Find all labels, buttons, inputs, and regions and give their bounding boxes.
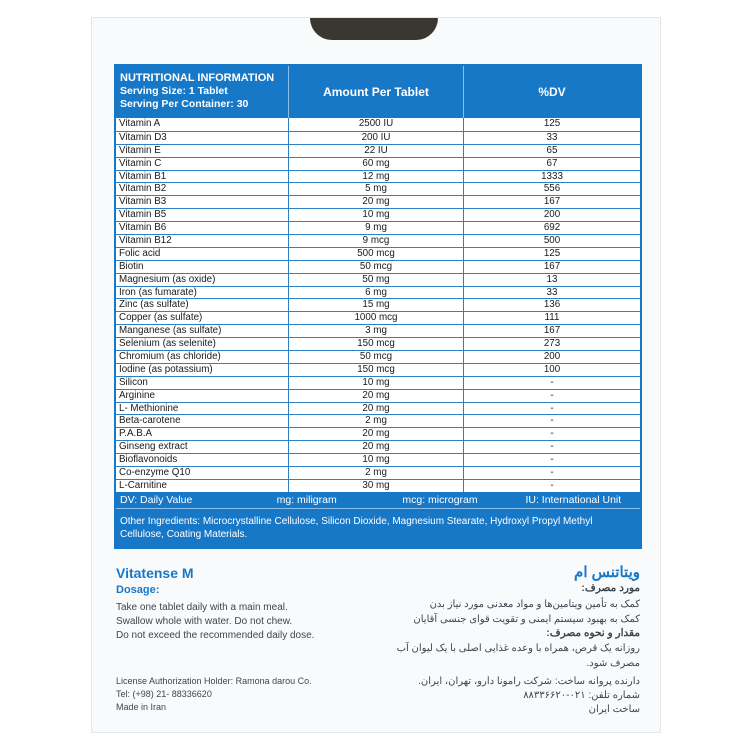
- table-row: [116, 402, 640, 415]
- nutrient-amount: 50 mcg: [289, 261, 464, 273]
- nutrient-name: Vitamin B1: [116, 171, 289, 183]
- nutrient-name: Selenium (as selenite): [116, 338, 289, 350]
- nutrient-name: Vitamin B3: [116, 196, 289, 208]
- nutrient-dv: 65: [546, 144, 558, 156]
- dose-line-fa: مصرف شود.: [586, 658, 640, 669]
- table-row: [116, 324, 640, 337]
- table-row: [116, 182, 640, 195]
- nutrient-dv: 167: [543, 196, 561, 208]
- nutrient-name: Iron (as fumarate): [116, 287, 289, 299]
- nutrition-title: NUTRITIONAL INFORMATION: [120, 72, 275, 84]
- nutrient-name: Chromium (as chloride): [116, 351, 289, 363]
- nutrient-dv: 556: [543, 183, 561, 195]
- legend-iu: IU: International Unit: [525, 493, 622, 506]
- nutrient-amount: 2500 IU: [289, 118, 464, 131]
- nutrient-name: Vitamin B5: [116, 209, 289, 221]
- table-row: [116, 479, 640, 492]
- nutrient-dv: 200: [543, 351, 561, 363]
- nutrient-dv: 167: [543, 260, 561, 272]
- nutrient-amount: 50 mcg: [289, 351, 464, 363]
- nutrient-dv: 33: [546, 286, 558, 298]
- package-hang-notch: [310, 18, 438, 40]
- nutrient-dv: 692: [543, 222, 561, 234]
- nutrient-amount: 1000 mcg: [289, 312, 464, 324]
- nutrient-dv: 200: [543, 209, 561, 221]
- usage-lines-fa: [413, 597, 640, 627]
- table-row: [116, 337, 640, 350]
- nutrient-dv: -: [550, 428, 554, 440]
- nutrient-amount: 10 mg: [289, 454, 464, 466]
- nutrient-name: Vitamin C: [116, 158, 289, 170]
- nutrient-amount: 150 mcg: [289, 364, 464, 376]
- dosage-instructions: [116, 601, 314, 643]
- nutrient-amount: 22 IU: [289, 145, 464, 157]
- nutrition-table-header: [116, 66, 640, 118]
- nutrient-amount: 6 mg: [289, 287, 464, 299]
- table-row: [116, 195, 640, 208]
- nutrient-dv: 111: [544, 312, 560, 324]
- nutrient-amount: 500 mcg: [289, 248, 464, 260]
- nutrient-dv: 13: [546, 273, 558, 285]
- table-row: [116, 389, 640, 402]
- table-row: [116, 466, 640, 479]
- nutrient-name: Folic acid: [116, 248, 289, 260]
- nutrient-name: Vitamin A: [116, 118, 289, 131]
- column-header-amount: Amount Per Tablet: [289, 66, 464, 118]
- nutrient-dv: -: [550, 441, 554, 453]
- nutrient-dv: 33: [546, 131, 558, 143]
- nutrient-amount: 9 mcg: [289, 235, 464, 247]
- legend-mg: mg: miligram: [276, 493, 337, 506]
- nutrient-name: Copper (as sulfate): [116, 312, 289, 324]
- usage-label-fa: مورد مصرف:: [581, 582, 640, 594]
- other-ingredients: Other Ingredients: Microcrystalline Cellulose, Silicon Dioxide, Magnesium Stearate, Hydroxyl Propyl Methyl Cellulose, Coating Materials.: [116, 508, 640, 547]
- nutrient-amount: 9 mg: [289, 222, 464, 234]
- license-info-en: [116, 675, 312, 714]
- table-row: [116, 221, 640, 234]
- dosage-label: Dosage:: [116, 584, 160, 596]
- license-holder: License Authorization Holder: Ramona darou Co.: [116, 676, 312, 686]
- legend-mcg: mcg: microgram: [402, 493, 478, 506]
- nutrient-dv: 500: [543, 235, 561, 247]
- table-row: [116, 286, 640, 299]
- table-row: [116, 363, 640, 376]
- license-info-fa: [418, 675, 640, 717]
- license-holder-fa: دارنده پروانه ساخت: شرکت رامونا دارو، تهران، ایران.: [418, 676, 640, 687]
- table-row: [116, 427, 640, 440]
- nutrient-dv: -: [550, 454, 554, 466]
- nutrient-dv: -: [550, 402, 554, 414]
- nutrient-name: Biotin: [116, 261, 289, 273]
- usage-line-fa: کمک به تأمین ویتامین‌ها و مواد معدنی مورد نیاز بدن: [429, 599, 640, 610]
- nutrient-name: Vitamin B12: [116, 235, 289, 247]
- serving-size: Serving Size: 1 Tablet: [120, 85, 228, 97]
- nutrient-amount: 15 mg: [289, 299, 464, 311]
- nutrient-name: Vitamin D3: [116, 132, 289, 144]
- legend-dv: DV: Daily Value: [120, 493, 193, 506]
- nutrient-dv: -: [550, 467, 554, 479]
- column-header-dv: %DV: [538, 85, 566, 99]
- nutrient-dv: 67: [546, 157, 558, 169]
- table-row: [116, 298, 640, 311]
- nutrient-dv: 136: [543, 299, 561, 311]
- table-row: [116, 311, 640, 324]
- table-row: [116, 350, 640, 363]
- units-legend: [116, 492, 640, 508]
- table-row: [116, 208, 640, 221]
- nutrient-amount: 20 mg: [289, 390, 464, 402]
- nutrient-amount: 12 mg: [289, 171, 464, 183]
- nutrient-amount: 20 mg: [289, 403, 464, 415]
- nutrient-dv: -: [550, 389, 554, 401]
- nutrient-dv: 1333: [541, 170, 563, 182]
- usage-line-fa: کمک به بهبود سیستم ایمنی و تقویت قوای جنسی آقایان: [413, 614, 640, 625]
- dosage-line: Do not exceed the recommended daily dose.: [116, 630, 315, 641]
- nutrient-name: Manganese (as sulfate): [116, 325, 289, 337]
- dose-lines-fa: [397, 641, 640, 671]
- nutrient-amount: 50 mg: [289, 274, 464, 286]
- nutrient-name: Zinc (as sulfate): [116, 299, 289, 311]
- nutrient-dv: 167: [543, 325, 561, 337]
- nutrient-amount: 200 IU: [289, 132, 464, 144]
- nutrient-dv: 125: [543, 118, 561, 129]
- nutrient-dv: -: [550, 415, 554, 427]
- nutrient-name: Magnesium (as oxide): [116, 274, 289, 286]
- table-row: [116, 157, 640, 170]
- table-row: [116, 453, 640, 466]
- nutrient-name: Vitamin E: [116, 145, 289, 157]
- dosage-line: Take one tablet daily with a main meal.: [116, 602, 288, 613]
- table-row: [116, 118, 640, 131]
- nutrient-amount: 3 mg: [289, 325, 464, 337]
- nutrient-dv: 125: [543, 247, 561, 259]
- nutrient-name: Ginseng extract: [116, 441, 289, 453]
- nutrient-amount: 20 mg: [289, 428, 464, 440]
- nutrient-name: Co-enzyme Q10: [116, 467, 289, 479]
- nutrient-amount: 2 mg: [289, 415, 464, 427]
- nutrient-dv: 273: [543, 338, 561, 350]
- nutrient-amount: 150 mcg: [289, 338, 464, 350]
- table-row: [116, 131, 640, 144]
- nutrient-amount: 5 mg: [289, 183, 464, 195]
- table-row: [116, 414, 640, 427]
- nutrient-name: Bioflavonoids: [116, 454, 289, 466]
- table-row: [116, 234, 640, 247]
- table-row: [116, 260, 640, 273]
- nutrient-name: Iodine (as potassium): [116, 364, 289, 376]
- made-in: Made in Iran: [116, 702, 167, 712]
- nutrition-rows: [116, 118, 640, 492]
- nutrient-name: Beta-carotene: [116, 415, 289, 427]
- table-row: [116, 247, 640, 260]
- dose-label-fa: مقدار و نحوه مصرف:: [546, 627, 640, 639]
- table-row: [116, 170, 640, 183]
- nutrient-amount: 10 mg: [289, 209, 464, 221]
- serving-per-container: Serving Per Container: 30: [120, 98, 249, 110]
- nutrient-amount: 10 mg: [289, 377, 464, 389]
- table-row: [116, 376, 640, 389]
- nutrient-name: Silicon: [116, 377, 289, 389]
- made-in-fa: ساخت ایران: [588, 704, 640, 715]
- nutrient-amount: 30 mg: [289, 480, 464, 492]
- nutrient-dv: 100: [543, 363, 561, 375]
- nutrient-name: Vitamin B6: [116, 222, 289, 234]
- product-name-en: Vitatense M: [116, 565, 194, 581]
- nutrient-amount: 2 mg: [289, 467, 464, 479]
- nutrient-amount: 20 mg: [289, 196, 464, 208]
- nutrient-name: L-Carnitine: [116, 480, 289, 492]
- table-row: [116, 144, 640, 157]
- dose-line-fa: روزانه یک قرص، همراه با وعده غذایی اصلی با یک لیوان آب: [396, 643, 640, 654]
- nutrient-dv: -: [550, 479, 554, 491]
- nutrition-table: [114, 64, 642, 549]
- nutrient-amount: 60 mg: [289, 158, 464, 170]
- license-phone-fa: شماره تلفن: ۰۲۱-۸۸۳۳۶۶۲۰: [523, 690, 640, 701]
- license-phone: Tel: (+98) 21- 88336620: [116, 689, 212, 699]
- nutrient-name: P.A.B.A: [116, 428, 289, 440]
- nutrient-amount: 20 mg: [289, 441, 464, 453]
- dosage-line: Swallow whole with water. Do not chew.: [116, 616, 293, 627]
- nutrient-name: Vitamin B2: [116, 183, 289, 195]
- table-row: [116, 273, 640, 286]
- table-row: [116, 440, 640, 453]
- nutrient-name: L- Methionine: [116, 403, 289, 415]
- nutrient-name: Arginine: [116, 390, 289, 402]
- product-name-fa: ویتاتنس ام: [574, 564, 640, 581]
- header-serving-info: [116, 66, 289, 118]
- nutrient-dv: -: [550, 376, 554, 388]
